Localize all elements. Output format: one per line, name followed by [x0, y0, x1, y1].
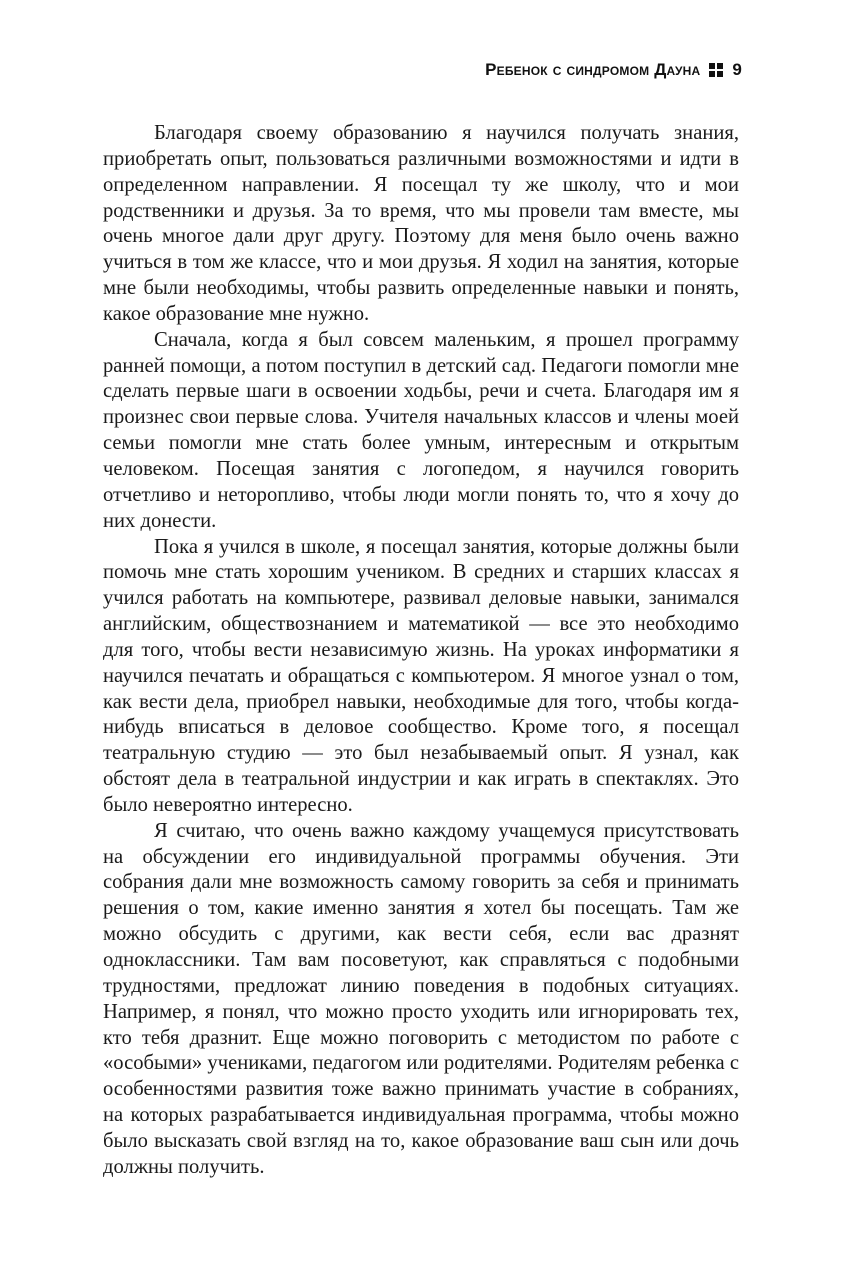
running-head — [485, 60, 742, 80]
paragraph-4: Я считаю, что очень важно каждому учащемуся присутствовать на обсуждении его индивидуальной программы обучения. Эти собрания дали мне возможность самому говорить за себя и принимать решения о том, какие именно занятия я хотел бы посещать. Там же можно обсудить с другими, как вести себя, если вас дразнят одноклассники. Там вам посоветуют, как справляться с подобными трудностями, предложат линию поведения в подобных ситуациях. Например, я понял, что можно просто уходить или игнорировать тех, кто тебя дразнит. Еще можно поговорить с методистом по работе с «особыми» учениками, педагогом или родителями. Родителям ребенка с особенностями развития тоже важно принимать участие в собраниях, на которых разрабатывается индивидуальная программа, чтобы можно было высказать свой взгляд на то, какое образование ваш сын или дочь должны получить. — [103, 819, 739, 1178]
paragraph-2: Сначала, когда я был совсем маленьким, я прошел программу ранней помощи, а потом поступил в детский сад. Педагоги помогли мне сделать первые шаги в освоении ходьбы, речи и счета. Благодаря им я произнес свои первые слова. Учителя начальных классов и члены моей семьи помогли мне стать более умным, интересным и открытым человеком. Посещая занятия с логопедом, я научился говорить отчетливо и неторопливо, чтобы люди могли понять то, что я хочу до них донести. — [103, 328, 739, 532]
running-head-title: Ребенок с синдромом Дауна — [485, 60, 701, 79]
paragraph-1: Благодаря своему образованию я научился получать знания, приобретать опыт, пользоваться различными возможностями и идти в определенном направлении. Я посещал ту же школу, что и мои родственники и друзья. За то время, что мы провели там вместе, мы очень многое дали друг другу. Поэтому для меня было очень важно учиться в том же классе, что и мои друзья. Я ходил на занятия, которые мне были необходимы, чтобы развить определенные навыки и понять, какое образование мне нужно. — [103, 122, 739, 325]
paragraph-3: Пока я учился в школе, я посещал занятия, которые должны были помочь мне стать хорошим учеником. В средних и старших классах я учился работать на компьютере, развивал деловые навыки, занимался английским, обществознанием и математикой — все это необходимо для того, чтобы вести независимую жизнь. На уроках информатики я научился печатать и обращаться с компьютером. Я многое узнал о том, как вести дела, приобрел навыки, необходимые для того, чтобы когда-нибудь вписаться в деловое сообщество. Кроме того, я посещал театральную студию — это был незабываемый опыт. Я узнал, как обстоят дела в театральной индустрии и как играть в спектаклях. Это было невероятно интересно. — [103, 535, 739, 816]
four-squares-icon — [709, 63, 723, 77]
body-text — [103, 121, 739, 1181]
page-number: 9 — [732, 60, 742, 79]
